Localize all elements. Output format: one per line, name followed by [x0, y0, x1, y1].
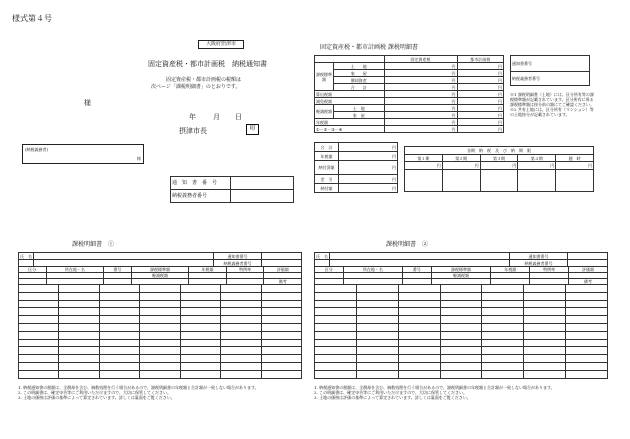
sama-label: 様	[84, 99, 91, 107]
detail-head-cell: 所在地・名	[46, 267, 104, 273]
detail-head-cell: 備考	[264, 279, 302, 285]
table-row	[19, 316, 302, 324]
table-row	[19, 339, 302, 347]
year-label: 年	[189, 113, 196, 121]
table-row	[19, 370, 302, 378]
notes-text: ※1 課税明細書（土地）には、区分所有等の課税標準額が記載されています。区分所有に係る課税標準額は按分前の額にてご確認ください。※2 共有土地には、区分所有（マンション）等の土地按分が記載されています。	[510, 92, 594, 117]
intro-line-1: 固定資産税・都市計画税の税額は	[166, 77, 242, 83]
code-label: 通知書番号	[511, 56, 590, 72]
form-number: 様式第４号	[12, 14, 52, 23]
yen: 円	[339, 184, 398, 193]
table-row	[19, 292, 302, 300]
row-gen: 減免税額	[315, 98, 385, 105]
period-1: 第１期	[405, 155, 443, 162]
table-row	[315, 285, 608, 293]
yen: 円	[384, 63, 457, 70]
row-nofu: 納付済額	[315, 161, 339, 175]
detail-head-cell: 備考	[569, 279, 608, 285]
notice-no-label: 通知書番号	[214, 253, 262, 260]
month-label: 月	[213, 113, 220, 121]
taxpayer-no-label: 納税義務者番号	[510, 260, 568, 267]
yen: 円	[339, 152, 398, 161]
table-row	[315, 370, 608, 378]
detail-circle: ②	[422, 241, 429, 248]
yen: 円	[339, 175, 398, 184]
table-row	[315, 355, 608, 363]
address-sama: 様	[137, 156, 141, 161]
shimei-label: 氏 名	[316, 253, 328, 259]
periods-title: 各期 納 税 及 び 納 期 限	[405, 147, 594, 155]
yen: 円	[457, 63, 503, 70]
table-row	[19, 331, 302, 339]
detail-head-cell: 区分	[19, 267, 47, 273]
office-tag: 大阪府摂津市	[198, 40, 244, 49]
table-row	[315, 331, 608, 339]
yen: 円	[384, 119, 457, 126]
row-nendo: 年税額	[315, 152, 339, 161]
detail-head-cell: 評価額	[569, 267, 608, 273]
address-box	[22, 144, 144, 164]
taxpayer-no-label: 納税義務者番号	[214, 260, 262, 267]
yen: 円	[457, 126, 503, 133]
yen: 円	[405, 162, 443, 170]
row-nofu2: 納付額	[315, 184, 339, 193]
detail-head-cell: 所在地・名	[343, 267, 403, 273]
table-row	[19, 362, 302, 370]
taxpayer-no-value	[231, 190, 294, 203]
footer-line-1: 1. 納税通知書の税額は、全償却を含む、端数処理を行う場合があるので、課税明細書の年税額と合計額が一致しない場合があります。	[18, 385, 259, 390]
formula-label: ①－②－③－④	[315, 126, 385, 133]
notice-no-value	[231, 177, 294, 190]
mayor-label: 摂津市長	[179, 127, 207, 135]
intro-line-2: 次ページ「課税明細書」のとおりです。	[151, 84, 241, 90]
yen: 円	[384, 105, 457, 112]
footer-right	[314, 385, 610, 400]
yen: 円	[442, 162, 480, 170]
sub-goukei: 合 計	[334, 84, 385, 91]
row-sashi: 差 引	[315, 175, 339, 184]
detail-body	[18, 284, 302, 379]
day-label: 日	[235, 113, 242, 121]
row-kei: 軽減税額	[315, 105, 334, 119]
yen: 円	[384, 98, 457, 105]
yen: 円	[384, 126, 457, 133]
code-table	[510, 55, 590, 86]
detail-title-text: 課税明細書	[72, 241, 103, 248]
table-row	[19, 347, 302, 355]
detail-head-cell: 課税標準額	[131, 267, 189, 273]
yen: 円	[384, 77, 457, 84]
period-zuiji: 随 時	[556, 155, 594, 162]
detail-head-cell: 特例率	[226, 267, 264, 273]
detail-right-title	[386, 241, 428, 248]
detail-head-cell: 番号	[403, 267, 432, 273]
table-row	[315, 362, 608, 370]
table-row	[315, 292, 608, 300]
yen: 円	[339, 143, 398, 152]
footer-left	[18, 385, 308, 400]
official-seal: 印	[246, 124, 259, 135]
yen: 円	[457, 119, 503, 126]
detail-head-cell: 課税標準額	[431, 267, 491, 273]
summary-title: 固定資産税・都市計画税 課税明細書	[320, 44, 418, 51]
yen: 円	[457, 70, 503, 77]
gen-sub-tochi: 土 地	[334, 105, 385, 112]
detail-head-cell: 特例率	[530, 267, 569, 273]
taxpayer-no-label: 納税義務者番号	[171, 190, 231, 203]
yen: 円	[384, 70, 457, 77]
detail-body	[314, 284, 608, 379]
period-3: 第３期	[480, 155, 518, 162]
table-row	[315, 347, 608, 355]
detail-left-block	[18, 252, 302, 378]
period-4: 第４期	[518, 155, 556, 162]
detail-head-cell: 年税額	[491, 267, 530, 273]
periods-table	[404, 146, 594, 192]
row-kazei: 課税標準額	[315, 63, 334, 91]
yen: 円	[339, 161, 398, 175]
yen: 円	[457, 84, 503, 91]
number-table	[170, 176, 294, 203]
footer-line-2: 2. この明細書は、確定申告等にご利用いただけますので、大切に保管してください。	[314, 390, 468, 395]
footer-line-3: 3. 土地の価格は評価の基準によって算定されています。詳しくは裏面をご覧ください。	[314, 395, 471, 400]
row-zei: 算出税額	[315, 91, 385, 98]
footer-line-2: 2. この明細書は、確定申告等にご利用いただけますので、大切に保管してください。	[18, 390, 172, 395]
detail-title-text: 課税明細書	[386, 241, 417, 248]
table-row	[315, 339, 608, 347]
yen: 円	[480, 162, 518, 170]
period-2: 第２期	[442, 155, 480, 162]
yen: 円	[457, 105, 503, 112]
row-goukei: 合 計	[315, 143, 339, 152]
detail-head-cell: 評価額	[264, 267, 302, 273]
footer-line-3: 3. 土地の価格は評価の基準によって算定されています。詳しくは裏面をご覧ください。	[18, 395, 175, 400]
detail-left-title	[72, 241, 114, 248]
detail-head-cell: 年税額	[189, 267, 227, 273]
yen: 円	[457, 98, 503, 105]
row-total: 年税額	[315, 119, 385, 126]
table-row	[19, 285, 302, 293]
address-label: (納税義務者)	[25, 147, 49, 152]
table-row	[315, 316, 608, 324]
yen: 円	[384, 112, 457, 119]
table-row	[19, 308, 302, 316]
notice-no-label: 通 知 書 番 号	[171, 177, 231, 190]
footer-line-1: 1. 納税通知書の税額は、全償却を含む、端数処理を行う場合があるので、課税明細書の年税額と合計額が一致しない場合があります。	[314, 385, 555, 390]
yen: 円	[457, 77, 503, 84]
col-kotei: 固定資産税	[384, 56, 457, 63]
summary-table	[314, 55, 504, 133]
yen: 円	[384, 84, 457, 91]
table-row	[315, 308, 608, 316]
shimei-label: 氏 名	[20, 253, 32, 259]
table-row	[315, 323, 608, 331]
detail-head-cell: 区分	[315, 267, 344, 273]
detail-head-cell: 軽減税額	[131, 273, 189, 279]
detail-head-cell: 番号	[104, 267, 132, 273]
sub-shokyaku: 償却資産	[334, 77, 385, 84]
yen: 円	[457, 91, 503, 98]
table-row	[19, 355, 302, 363]
table-row	[19, 300, 302, 308]
yen: 円	[457, 112, 503, 119]
detail-head-cell: 軽減税額	[431, 273, 491, 279]
detail-columns	[314, 266, 608, 285]
payment-table	[314, 142, 398, 193]
detail-head	[314, 252, 608, 267]
yen: 円	[384, 91, 457, 98]
tax-label: 納税義務者番号	[511, 72, 590, 86]
notice-no-label: 通知書番号	[510, 253, 568, 260]
detail-columns	[18, 266, 302, 285]
table-row	[19, 323, 302, 331]
col-toshi: 都市計画税	[457, 56, 503, 63]
yen: 円	[556, 162, 594, 170]
sub-kaoku: 家 屋	[334, 70, 385, 77]
detail-circle: ①	[108, 241, 115, 248]
notice-title: 固定資産税・都市計画税 納税通知書	[148, 60, 267, 68]
detail-head	[18, 252, 302, 267]
gen-sub-kaoku: 家 屋	[334, 112, 385, 119]
yen: 円	[518, 162, 556, 170]
detail-right-block	[314, 252, 608, 378]
table-row	[315, 300, 608, 308]
sub-tochi: 土 地	[334, 63, 385, 70]
